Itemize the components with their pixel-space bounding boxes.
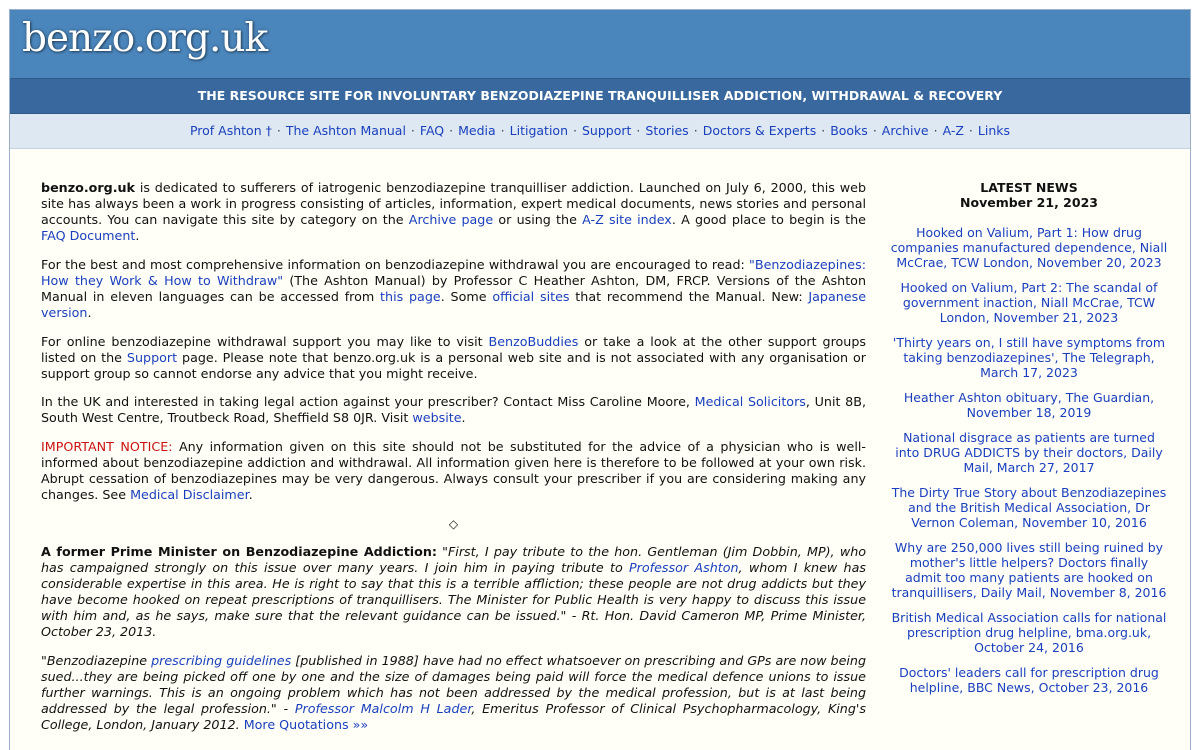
nav-separator: · bbox=[573, 123, 577, 138]
languages-page-link[interactable]: this page bbox=[380, 288, 441, 304]
prescribing-guidelines-link[interactable]: prescribing guidelines bbox=[151, 652, 292, 668]
nav-separator: · bbox=[500, 123, 505, 138]
support-page-link[interactable]: Support bbox=[126, 349, 178, 365]
page-frame bbox=[9, 9, 1191, 750]
notice-text: . bbox=[248, 487, 253, 503]
nav-link-faq[interactable]: FAQ bbox=[419, 123, 445, 138]
solicitors-website-link[interactable]: website bbox=[412, 410, 462, 426]
nav-link-litigation[interactable]: Litigation bbox=[509, 123, 568, 138]
manual-text: (The Ashton Manual) by Professor C Heather Ashton, DM, FRCP. Versions of the Ashton Manual in eleven languages can be accessed from bbox=[41, 272, 866, 304]
news-link[interactable]: The Dirty True Story about Benzodiazepines and the British Medical Association, Dr Vernon Coleman, November 10, 2016 bbox=[891, 485, 1167, 530]
tagline-bar bbox=[10, 78, 1190, 114]
nav-separator: · bbox=[449, 123, 454, 138]
manual-text: For the best and most comprehensive information on benzodiazepine withdrawal you are encouraged to read: bbox=[41, 256, 750, 272]
manual-text: . bbox=[87, 304, 92, 320]
legal-paragraph bbox=[41, 394, 866, 426]
ashton-manual-paragraph bbox=[41, 257, 866, 321]
nav-separator: · bbox=[968, 123, 973, 138]
benzobuddies-link[interactable]: BenzoBuddies bbox=[488, 333, 579, 349]
nav-link-media[interactable]: Media bbox=[458, 123, 496, 138]
nav-separator: · bbox=[872, 123, 877, 138]
quote-text: "Benzodiazepine bbox=[41, 652, 152, 668]
japanese-version-link[interactable]: Japanese version bbox=[41, 288, 866, 320]
quote-text: "First, I pay tribute to the hon. Gentleman (Jim Dobbin, MP), who has campaigned strongly on this issue over many years. I join him in paying tribute to bbox=[41, 543, 866, 575]
nav-link-books[interactable]: Books bbox=[830, 123, 868, 138]
important-notice-label: IMPORTANT NOTICE: bbox=[41, 439, 173, 455]
quote-heading: A former Prime Minister on Benzodiazepine Addiction: bbox=[41, 543, 437, 559]
news-link[interactable]: National disgrace as patients are turned into DRUG ADDICTS by their doctors, Daily Mail, March 27, 2017 bbox=[895, 430, 1163, 475]
intro-text: is dedicated to sufferers of iatrogenic benzodiazepine tranquilliser addiction. Launched on July 6, 2000, this web site has always been a work in progress consisting of articles, information, expert medical documents, news stories and personal accounts. You can navigate this site by category on the bbox=[41, 180, 866, 227]
quote-text: , Emeritus Professor of Clinical Psychopharmacology, King's College, London, January 2012. bbox=[41, 700, 866, 732]
nav-link-archive[interactable]: Archive bbox=[881, 123, 929, 138]
diamond-divider-icon: ◇ bbox=[448, 516, 459, 531]
official-sites-link[interactable]: official sites bbox=[492, 288, 570, 304]
intro-text: or using the bbox=[493, 212, 583, 227]
latest-news-title: LATEST NEWS bbox=[980, 180, 1078, 195]
nav-link-doctors-experts[interactable]: Doctors & Experts bbox=[702, 123, 817, 138]
support-text: page. Please note that benzo.org.uk is a personal web site and is not associated with any organisation or support group so cannot endorse any advice that you might receive. bbox=[41, 349, 867, 381]
ashton-manual-link[interactable]: "Benzodiazepines: How they Work & How to Withdraw" bbox=[41, 256, 866, 288]
site-name-bold: benzo.org.uk bbox=[41, 180, 135, 195]
news-link[interactable]: Doctors' leaders call for prescription drug helpline, BBC News, October 23, 2016 bbox=[899, 665, 1159, 695]
more-quotations-link[interactable]: More Quotations »» bbox=[243, 716, 369, 732]
header-banner bbox=[10, 10, 1190, 78]
nav-separator: · bbox=[636, 123, 641, 138]
nav-link-prof-ashton[interactable]: Prof Ashton † bbox=[189, 123, 272, 138]
nav-separator: · bbox=[821, 123, 826, 138]
medical-disclaimer-link[interactable]: Medical Disclaimer bbox=[130, 487, 249, 503]
archive-page-link[interactable]: Archive page bbox=[408, 212, 494, 227]
legal-text: , Unit 8B, South West Centre, Troutbeck Road, Sheffield S8 0JR. Visit bbox=[41, 394, 866, 426]
intro-paragraph bbox=[41, 180, 866, 244]
nav-links bbox=[10, 114, 1190, 148]
site-tagline: THE RESOURCE SITE FOR INVOLUNTARY BENZODIAZEPINE TRANQUILLISER ADDICTION, WITHDRAWAL & RECOVERY bbox=[197, 88, 1003, 103]
quote-text: [published in 1988] have had no effect whatsoever on prescribing and GPs are now being sued...they are being picked off one by one and the size of damages being paid will force the medical defence unions to issue further warnings. This is an ongoing problem which has not been addressed by the medical profession, but is at last being addressed by the legal profession." - bbox=[41, 652, 866, 716]
manual-text: . Some bbox=[440, 288, 493, 304]
news-link[interactable]: British Medical Association calls for national prescription drug helpline, bma.org.uk, October 24, 2016 bbox=[891, 610, 1167, 655]
news-link[interactable]: Why are 250,000 lives still being ruined by mother's little helpers? Doctors finally admit too many patients are hooked on tranquillisers, Daily Mail, November 8, 2016 bbox=[891, 540, 1167, 600]
main-content bbox=[41, 180, 866, 746]
faq-document-link[interactable]: FAQ Document bbox=[41, 228, 136, 243]
site-logo[interactable]: benzo.org.uk bbox=[22, 16, 268, 61]
professor-lader-link[interactable]: Professor Malcolm H Lader bbox=[294, 700, 472, 716]
nav-separator: · bbox=[276, 123, 281, 138]
nav-link-support[interactable]: Support bbox=[581, 123, 632, 138]
support-paragraph bbox=[41, 334, 866, 382]
nav-separator: · bbox=[933, 123, 938, 138]
quote-text: , whom I knew has considerable expertise in this area. He is right to say that this is a terrible affliction; these people are not drug addicts but they have become hooked on repeat prescriptions of tranquillisers. The Minister for Public Health is very happy to discuss this issue with him and, as he says, make sure that the relevant guidance can be issued." - Rt. Hon. David Cameron MP, Prime Minister, October 23, 2013. bbox=[41, 559, 866, 639]
news-link[interactable]: Heather Ashton obituary, The Guardian, November 18, 2019 bbox=[903, 390, 1155, 420]
az-index-link[interactable]: A-Z site index bbox=[582, 212, 672, 227]
manual-text: that recommend the Manual. New: bbox=[569, 288, 809, 304]
latest-news-sidebar bbox=[890, 180, 1168, 705]
medical-solicitors-link[interactable]: Medical Solicitors bbox=[694, 394, 806, 410]
notice-paragraph bbox=[41, 439, 866, 503]
notice-text: Any information given on this site should not be substituted for the advice of a physician who is well-informed about benzodiazepine addiction and withdrawal. All information given here is therefore to be followed at your own risk. Abrupt cessation of benzodiazepines may be very dangerous. Always consult your prescriber if you are considering making any changes. See bbox=[41, 439, 866, 503]
support-text: For online benzodiazepine withdrawal support you may like to visit bbox=[41, 333, 489, 349]
intro-text: . bbox=[135, 228, 140, 243]
nav-separator: · bbox=[410, 123, 415, 138]
support-text: or take a look at the other support groups listed on the bbox=[41, 333, 866, 365]
news-link[interactable]: 'Thirty years on, I still have symptoms from taking benzodiazepines', The Telegraph, March 17, 2023 bbox=[892, 335, 1166, 380]
lader-quote-paragraph bbox=[41, 653, 866, 733]
main-navigation bbox=[10, 114, 1190, 149]
nav-link-links[interactable]: Links bbox=[977, 123, 1011, 138]
nav-separator: · bbox=[693, 123, 698, 138]
latest-news-date: November 21, 2023 bbox=[960, 195, 1098, 210]
professor-ashton-link[interactable]: Professor Ashton bbox=[629, 559, 739, 575]
legal-text: In the UK and interested in taking legal action against your prescriber? Contact Miss Caroline Moore, bbox=[41, 394, 695, 410]
news-link[interactable]: Hooked on Valium, Part 2: The scandal of government inaction, Niall McCrae, TCW London, November 21, 2023 bbox=[900, 280, 1158, 325]
nav-link-stories[interactable]: Stories bbox=[645, 123, 689, 138]
cameron-quote-paragraph bbox=[41, 544, 866, 640]
legal-text: . bbox=[461, 410, 466, 426]
news-link[interactable]: Hooked on Valium, Part 1: How drug companies manufactured dependence, Niall McCrae, TCW London, November 20, 2023 bbox=[890, 225, 1168, 270]
nav-link-ashton-manual[interactable]: The Ashton Manual bbox=[285, 123, 406, 138]
nav-link-a-z[interactable]: A-Z bbox=[942, 123, 964, 138]
intro-text: . A good place to begin is the bbox=[671, 212, 866, 227]
